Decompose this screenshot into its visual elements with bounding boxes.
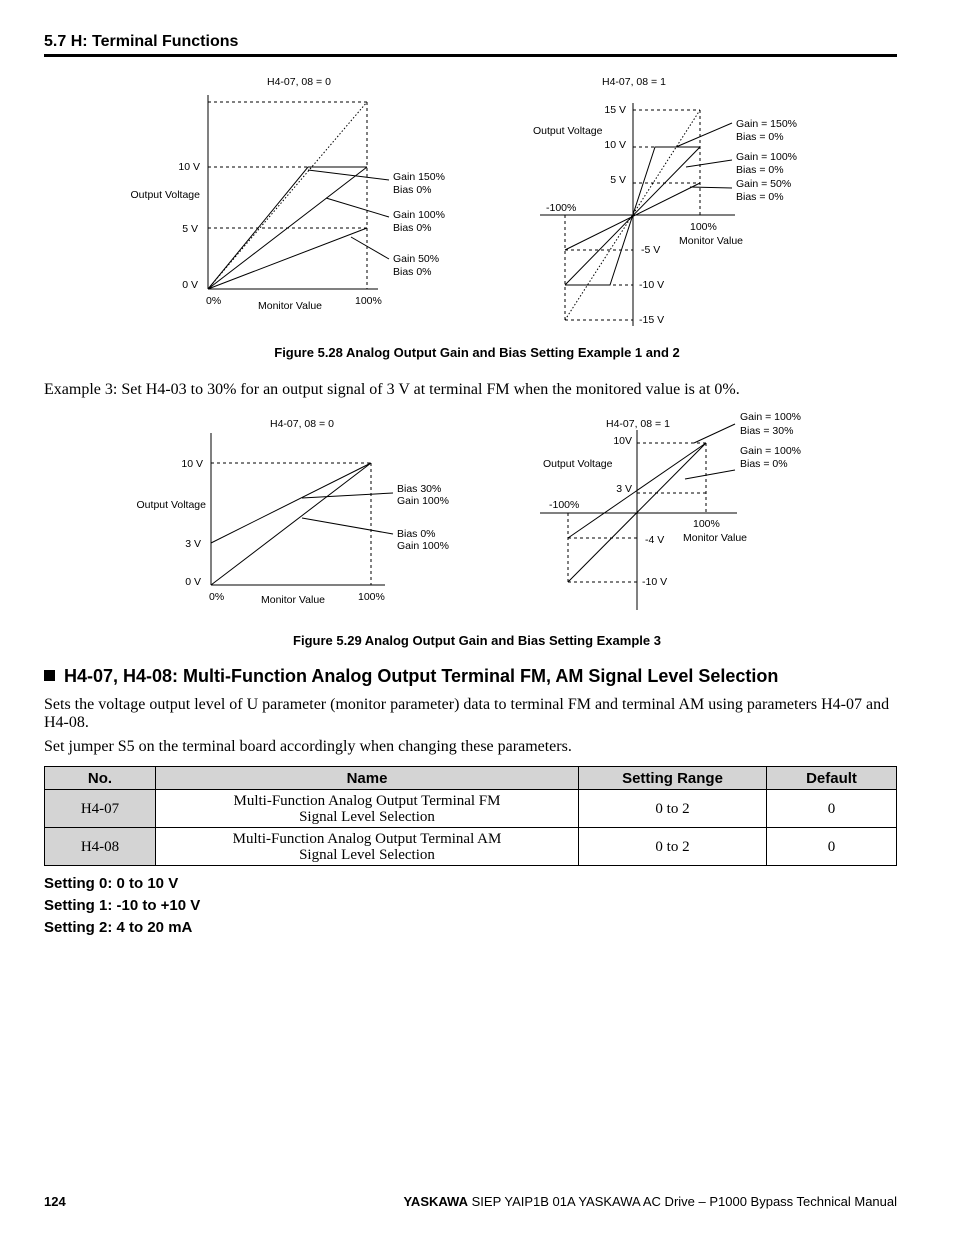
fig29-right-ytick-neg10v: -10 V <box>642 576 668 588</box>
fig28-right-ytick-5v: 5 V <box>610 174 626 186</box>
fig28-right-ann-bias0-c: Bias = 0% <box>736 191 784 203</box>
fig29-left-xtick-100: 100% <box>358 591 385 603</box>
fig28-right-xlabel: Monitor Value <box>679 235 744 247</box>
example-3-text: Example 3: Set H4-03 to 30% for an output signal of 3 V at terminal FM when the monitored value is at 0%. <box>44 381 740 398</box>
fig28-left-ytick-5v: 5 V <box>182 223 198 235</box>
setting-1: Setting 1: -10 to +10 V <box>44 897 201 914</box>
fig28-left-xlabel: Monitor Value <box>258 300 323 312</box>
fig28-right-ytick-neg10v: -10 V <box>639 279 665 291</box>
figure-5-29 <box>0 405 954 615</box>
fig28-left-ann-gain150: Gain 150% <box>393 171 445 183</box>
fig28-right-ann-gain150: Gain = 150% <box>736 118 798 130</box>
column-header-default: Default <box>767 767 897 790</box>
figure-5-29-caption: Figure 5.29 Analog Output Gain and Bias Setting Example 3 <box>293 633 661 648</box>
param-setting-range: 0 to 2 <box>579 828 767 866</box>
fig29-left-title: H4-07, 08 = 0 <box>270 418 334 430</box>
fig28-right-ann-gain50: Gain = 50% <box>736 178 792 190</box>
column-header-no: No. <box>45 767 156 790</box>
param-name <box>156 790 579 828</box>
table-row <box>45 790 897 828</box>
table-row <box>45 828 897 866</box>
fig28-right-ann-bias0-b: Bias = 0% <box>736 164 784 176</box>
fig29-left-ann-bias30: Bias 30% <box>397 483 442 495</box>
param-default: 0 <box>767 790 897 828</box>
footer-brand: YASKAWA <box>403 1194 468 1209</box>
param-name-line1: Multi-Function Analog Output Terminal AM <box>232 830 502 847</box>
fig29-right-ann-bias0: Bias = 0% <box>740 458 788 470</box>
fig28-left-title: H4-07, 08 = 0 <box>267 76 331 88</box>
fig28-left-ylabel: Output Voltage <box>130 189 200 201</box>
fig28-left-xtick-0: 0% <box>206 295 222 307</box>
param-number: H4-08 <box>45 828 156 866</box>
fig29-right-ann-bias30: Bias = 30% <box>740 425 794 437</box>
fig28-right-ytick-10v: 10 V <box>604 139 626 151</box>
parameter-heading-text: H4-07, H4-08: Multi-Function Analog Output Terminal FM, AM Signal Level Selection <box>64 666 779 686</box>
fig29-right-ytick-3v: 3 V <box>616 483 632 495</box>
param-setting-range: 0 to 2 <box>579 790 767 828</box>
fig29-right-xtick-100: 100% <box>693 518 720 530</box>
fig29-left-ylabel: Output Voltage <box>136 499 206 511</box>
figure-5-28-caption: Figure 5.28 Analog Output Gain and Bias Setting Example 1 and 2 <box>274 345 680 360</box>
param-name-line2: Signal Level Selection <box>299 846 435 863</box>
fig28-left-xtick-100: 100% <box>355 295 382 307</box>
fig29-left-ann-bias0: Bias 0% <box>397 528 436 540</box>
parameter-heading <box>44 666 924 687</box>
fig28-left-ann-bias0-c: Bias 0% <box>393 266 432 278</box>
fig28-left-ann-bias0-a: Bias 0% <box>393 184 432 196</box>
fig29-left-ytick-10v: 10 V <box>181 458 203 470</box>
fig29-right-ylabel: Output Voltage <box>543 458 613 470</box>
table-header-row <box>45 767 897 790</box>
param-name-line1: Multi-Function Analog Output Terminal FM <box>233 792 501 809</box>
fig29-right-ytick-neg4v: -4 V <box>645 534 665 546</box>
fig28-right-xtick-100: 100% <box>690 221 717 233</box>
fig28-left-ann-gain100: Gain 100% <box>393 209 445 221</box>
fig28-right-ylabel: Output Voltage <box>533 125 603 137</box>
footer-manual-text: SIEP YAIP1B 01A YASKAWA AC Drive – P1000 Bypass Technical Manual <box>468 1194 897 1209</box>
setting-2: Setting 2: 4 to 20 mA <box>44 919 193 936</box>
column-header-setting-range: Setting Range <box>579 767 767 790</box>
footer-manual-title <box>403 1194 897 1209</box>
param-number: H4-07 <box>45 790 156 828</box>
fig29-right-title: H4-07, 08 = 1 <box>606 418 670 430</box>
fig29-left-ytick-3v: 3 V <box>185 538 201 550</box>
setting-0: Setting 0: 0 to 10 V <box>44 875 179 892</box>
fig28-left-graph <box>208 95 389 289</box>
fig29-right-ytick-10v: 10V <box>613 435 632 447</box>
param-default: 0 <box>767 828 897 866</box>
fig28-right-ytick-neg15v: -15 V <box>639 314 665 326</box>
figure-5-28 <box>0 70 954 338</box>
param-name-line2: Signal Level Selection <box>299 808 435 825</box>
fig28-right-title: H4-07, 08 = 1 <box>602 76 666 88</box>
param-name <box>156 828 579 866</box>
fig28-right-ytick-15v: 15 V <box>604 104 626 116</box>
fig28-left-ytick-0v: 0 V <box>182 279 198 291</box>
fig29-right-xtick-neg100: -100% <box>549 499 580 511</box>
fig29-left-graph <box>211 433 393 585</box>
fig28-left-ann-gain50: Gain 50% <box>393 253 440 265</box>
fig28-right-xtick-neg100: -100% <box>546 202 577 214</box>
fig29-left-ann-gain100-a: Gain 100% <box>397 495 449 507</box>
fig29-left-xtick-0: 0% <box>209 591 225 603</box>
fig28-left-ytick-10v: 10 V <box>178 161 200 173</box>
fig28-right-ann-gain100: Gain = 100% <box>736 151 798 163</box>
fig29-left-ytick-0v: 0 V <box>185 576 201 588</box>
parameter-table <box>44 766 897 866</box>
fig29-right-ann-gain100-a: Gain = 100% <box>740 411 802 423</box>
description-paragraph-1: Sets the voltage output level of U parameter (monitor parameter) data to terminal FM and terminal AM using parameters H4-07 and H4-08. <box>44 696 890 731</box>
fig29-right-graph <box>540 424 737 610</box>
fig28-left-ann-bias0-b: Bias 0% <box>393 222 432 234</box>
fig28-right-ann-bias0-a: Bias = 0% <box>736 131 784 143</box>
description-paragraph-2: Set jumper S5 on the terminal board accordingly when changing these parameters. <box>44 738 572 755</box>
fig29-left-ann-gain100-b: Gain 100% <box>397 540 449 552</box>
fig29-right-xlabel: Monitor Value <box>683 532 748 544</box>
fig28-right-ytick-neg5v: -5 V <box>641 244 661 256</box>
fig29-left-xlabel: Monitor Value <box>261 594 326 606</box>
page-number: 124 <box>44 1194 66 1209</box>
square-bullet-icon <box>44 670 55 681</box>
section-header: 5.7 H: Terminal Functions <box>44 33 897 57</box>
fig29-right-ann-gain100-b: Gain = 100% <box>740 445 802 457</box>
column-header-name: Name <box>156 767 579 790</box>
